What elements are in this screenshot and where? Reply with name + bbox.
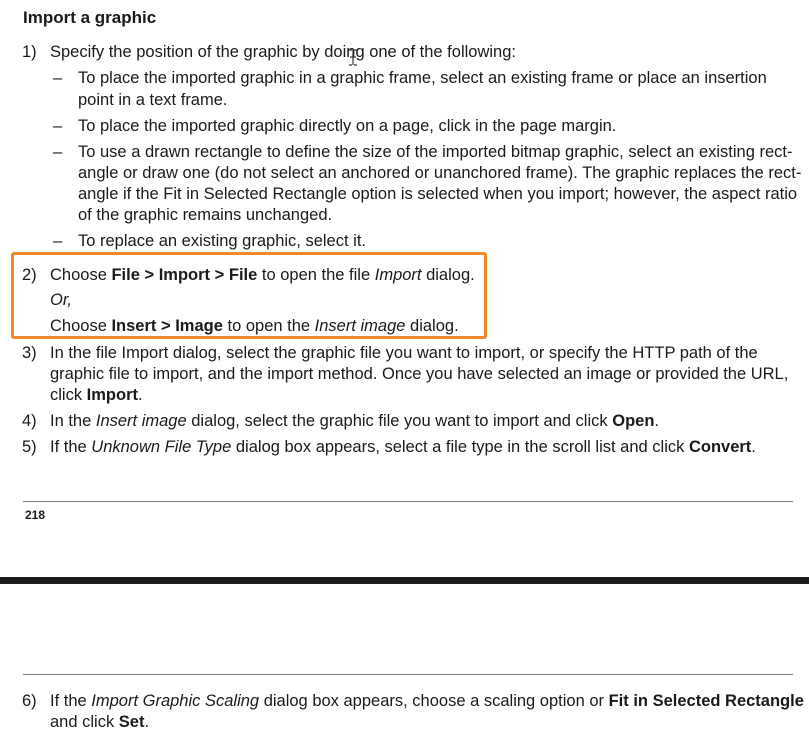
page-number: 218 [25,508,46,522]
step-text: In the Insert image dialog, select the graphic file you want to import and click Open. [50,412,659,430]
or-text: Or, [50,291,73,309]
bullet-dash: – [53,232,63,250]
step-text: graphic file to import, and the import method. Once you have selected an image or provided the URL, [50,365,789,383]
bullet-text: of the graphic remains unchanged. [78,206,333,224]
header-rule [23,674,793,675]
bullet-dash: – [53,117,63,135]
step-number: 6) [22,692,37,710]
step-number: 5) [22,438,37,456]
step-text: In the file Import dialog, select the graphic file you want to import, or specify the HTTP path of the [50,344,758,362]
step-number: 2) [22,266,37,284]
step-text: If the Import Graphic Scaling dialog box appears, choose a scaling option or Fit in Selected Rectangle [50,692,804,710]
bullet-dash: – [53,69,63,87]
bullet-text: To replace an existing graphic, select it. [78,232,366,250]
step-text: and click Set. [50,713,150,731]
step-text: Choose Insert > Image to open the Insert image dialog. [50,317,459,335]
footer-rule [23,501,793,502]
bullet-dash: – [53,143,63,161]
page-break [0,577,809,584]
step-number: 4) [22,412,37,430]
bullet-text: angle if the Fit in Selected Rectangle option is selected when you import; however, the aspect ratio [78,185,798,203]
text-cursor-icon [347,49,359,66]
bullet-text: point in a text frame. [78,91,228,109]
step-number: 3) [22,344,37,362]
bullet-text: To use a drawn rectangle to define the size of the imported bitmap graphic, select an existing rect- [78,143,793,161]
step-number: 1) [22,43,37,61]
step-text: Specify the position of the graphic by doing one of the following: [50,43,516,61]
bullet-text: To place the imported graphic directly on a page, click in the page margin. [78,117,617,135]
section-heading: Import a graphic [23,8,157,27]
step-text: Choose File > Import > File to open the file Import dialog. [50,266,475,284]
step-text: If the Unknown File Type dialog box appears, select a file type in the scroll list and click Convert. [50,438,756,456]
bullet-text: To place the imported graphic in a graphic frame, select an existing frame or place an insertion [78,69,767,87]
step-text: click Import. [50,386,143,404]
bullet-text: angle or draw one (do not select an anchored or unanchored frame). The graphic replaces the rect- [78,164,802,182]
